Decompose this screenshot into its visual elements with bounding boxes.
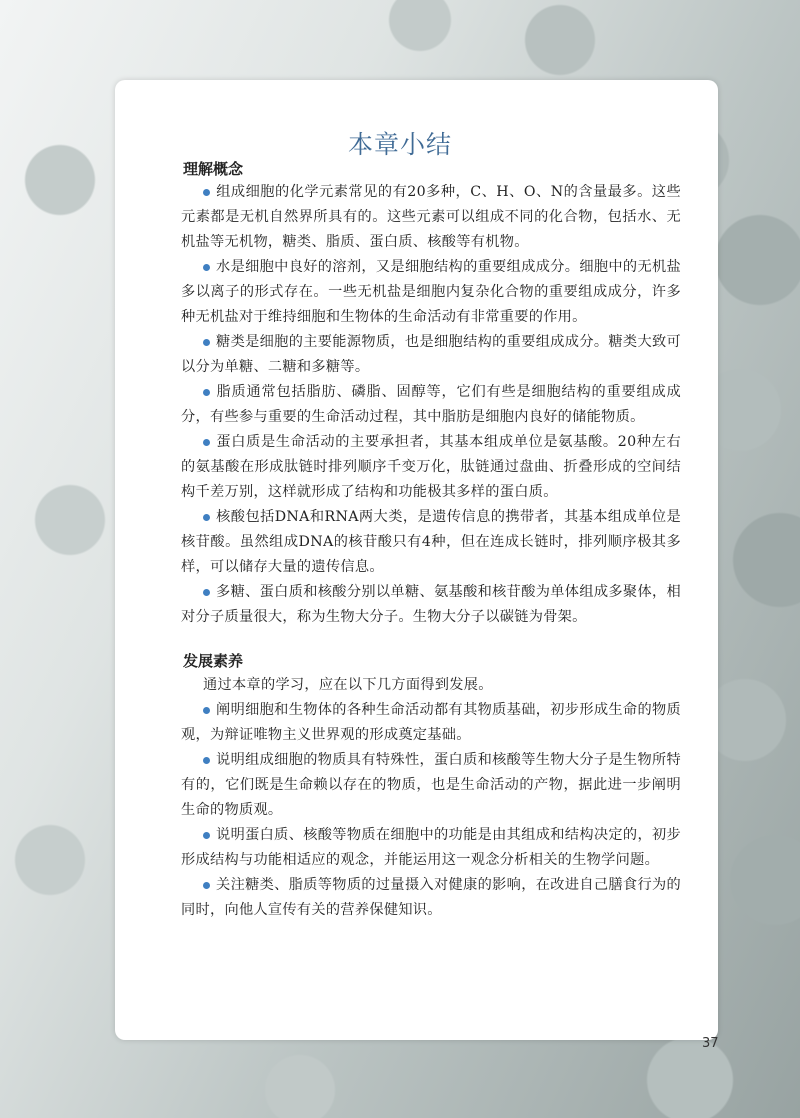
paragraph: 关注糖类、脂质等物质的过量摄入对健康的影响，在改进自己膳食行为的同时，向他人宣传有关的营养保健知识。 (181, 877, 681, 918)
section-heading-understanding-concepts: 理解概念 (183, 160, 244, 178)
bullet-dot-icon (203, 707, 210, 714)
paragraph: 蛋白质是生命活动的主要承担者，其基本组成单位是氨基酸。20种左右的氨基酸在形成肽链时排列顺序千变万化，肽链通过盘曲、折叠形成的空间结构千差万别，这样就形成了结构和功能极其多样的蛋白质。 (181, 434, 681, 500)
section-heading-developing-literacy: 发展素养 (183, 652, 244, 670)
paragraph: 水是细胞中良好的溶剂，又是细胞结构的重要组成成分。细胞中的无机盐多以离子的形式存在。一些无机盐是细胞内复杂化合物的重要组成成分，许多种无机盐对于维持细胞和生物体的生命活动有非常重要的作用。 (181, 259, 681, 325)
paragraph: 阐明细胞和生物体的各种生命活动都有其物质基础，初步形成生命的物质观，为辩证唯物主义世界观的形成奠定基础。 (181, 702, 681, 743)
bullet-dot-icon (203, 189, 210, 196)
bullet-dot-icon (203, 589, 210, 596)
paragraph: 核酸包括DNA和RNA两大类，是遗传信息的携带者，其基本组成单位是核苷酸。虽然组成DNA的核苷酸只有4种，但在连成长链时，排列顺序极其多样，可以储存大量的遗传信息。 (181, 509, 681, 575)
paragraph: 组成细胞的化学元素常见的有20多种，C、H、O、N的含量最多。这些元素都是无机自然界所具有的。这些元素可以组成不同的化合物，包括水、无机盐等无机物，糖类、脂质、蛋白质、核酸等有机物。 (181, 184, 681, 250)
bullet-dot-icon (203, 439, 210, 446)
bullet-dot-icon (203, 757, 210, 764)
paragraph: 糖类是细胞的主要能源物质，也是细胞结构的重要组成成分。糖类大致可以分为单糖、二糖和多糖等。 (181, 334, 681, 375)
paragraph: 说明蛋白质、核酸等物质在细胞中的功能是由其组成和结构决定的，初步形成结构与功能相适应的观念，并能运用这一观念分析相关的生物学问题。 (181, 827, 681, 868)
bullet-dot-icon (203, 339, 210, 346)
chapter-title: 本章小结 (347, 129, 452, 159)
paragraph: 脂质通常包括脂肪、磷脂、固醇等，它们有些是细胞结构的重要组成成分，有些参与重要的生命活动过程，其中脂肪是细胞内良好的储能物质。 (181, 384, 681, 425)
paragraph: 多糖、蛋白质和核酸分别以单糖、氨基酸和核苷酸为单体组成多聚体，相对分子质量很大，称为生物大分子。生物大分子以碳链为骨架。 (181, 584, 681, 625)
bullet-dot-icon (203, 832, 210, 839)
bullet-dot-icon (203, 264, 210, 271)
page-number: 37 (702, 1036, 719, 1051)
section-understanding-concepts (181, 180, 681, 630)
bullet-dot-icon (203, 389, 210, 396)
paragraph: 通过本章的学习，应在以下几方面得到发展。 (203, 677, 493, 693)
bullet-dot-icon (203, 882, 210, 889)
bullet-dot-icon (203, 514, 210, 521)
paragraph: 说明组成细胞的物质具有特殊性，蛋白质和核酸等生物大分子是生物所特有的，它们既是生命赖以存在的物质，也是生命活动的产物，据此进一步阐明生命的物质观。 (181, 752, 681, 818)
section-developing-literacy (181, 673, 681, 923)
